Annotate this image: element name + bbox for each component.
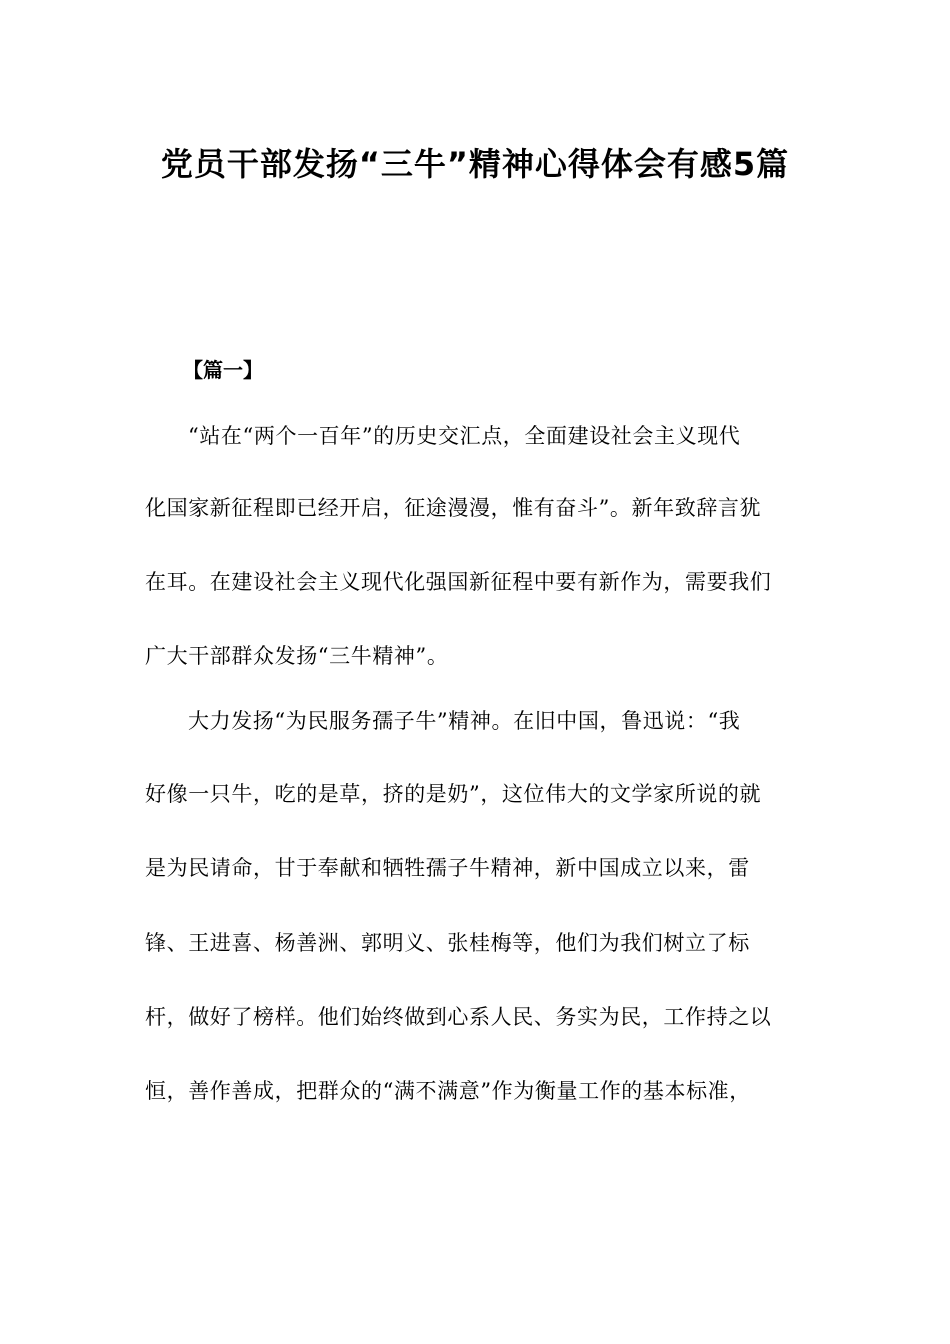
paragraph-line: 化国家新征程即已经开启，征途漫漫，惟有奋斗”。新年致辞言犹 — [145, 496, 762, 520]
paragraph-line: 大力发扬“为民服务孺子牛”精神。在旧中国，鲁迅说：“我 — [188, 709, 741, 733]
paragraph-line: 是为民请命，甘于奉献和牺牲孺子牛精神，新中国成立以来，雷 — [145, 856, 750, 880]
paragraph-line: 杆，做好了榜样。他们始终做到心系人民、务实为民，工作持之以 — [145, 1005, 772, 1029]
paragraph-line: 广大干部群众发扬“三牛精神”。 — [145, 644, 449, 668]
paragraph-line: 好像一只牛，吃的是草，挤的是奶”，这位伟大的文学家所说的就 — [145, 782, 762, 806]
paragraph-line: 在耳。在建设社会主义现代化强国新征程中要有新作为，需要我们 — [145, 570, 772, 594]
paragraph-line: 锋、王进喜、杨善洲、郭明义、张桂梅等，他们为我们树立了标 — [145, 931, 750, 955]
section-label: 【篇一】 — [183, 358, 263, 382]
paragraph-line: 恒，善作善成，把群众的“满不满意”作为衡量工作的基本标准， — [145, 1079, 751, 1103]
document-title: 党员干部发扬“三牛”精神心得体会有感5篇 — [160, 145, 790, 183]
paragraph-line: “站在“两个一百年”的历史交汇点，全面建设社会主义现代 — [188, 424, 741, 448]
